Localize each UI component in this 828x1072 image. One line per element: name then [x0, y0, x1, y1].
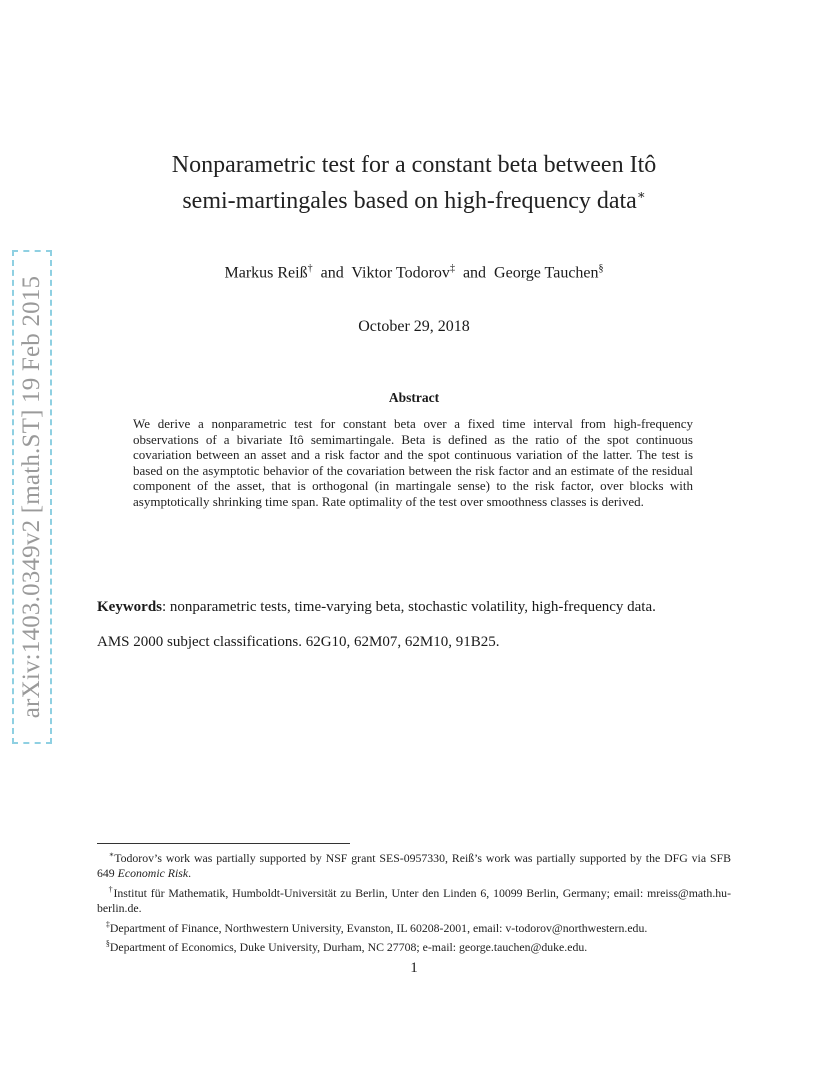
- paper-title: [0, 150, 828, 216]
- title-footnote-mark: ∗: [636, 187, 646, 202]
- footnote-tail: .: [188, 866, 192, 881]
- abstract-heading: Abstract: [388, 390, 440, 405]
- footnote-item: [97, 882, 731, 917]
- author-name: Viktor Todorov: [351, 264, 450, 282]
- footnote-text: Department of Economics, Duke University, Durham, NC 27708; e-mail: george.tauchen@duke.edu.: [109, 940, 588, 955]
- keywords-text: : nonparametric tests, time-varying beta, stochastic volatility, high-frequency data.: [162, 599, 656, 615]
- footnote-mark: †: [108, 884, 114, 894]
- footnote-mark: ∗: [108, 850, 115, 859]
- footnote-text: Todorov’s work was partially supported by NSF grant SES-0957330, Reiß’s work was partially supported by the DFG via SFB 649: [97, 850, 731, 881]
- abstract-text: We derive a nonparametric test for constant beta over a fixed time interval from high-frequency observations of a bivariate Itô semimartingale. Beta is defined as the ratio of the spot continuous covariation between an asset and a risk factor and the spot continuous variation of the latter. The test is based on the asymptotic behavior of the covariation between the risk factor and an estimate of the residual component of the asset, that is orthogonal (in martingale sense) to the risk factor, over blocks with asymptotically shrinking time span. Rate optimality of the test over smoothness classes is derived.: [133, 416, 693, 509]
- author-separator: and: [320, 264, 344, 282]
- ams-classification: AMS 2000 subject classifications. 62G10, 62M07, 62M10, 91B25.: [97, 634, 500, 650]
- footnote-divider: [97, 843, 350, 844]
- footnotes: [97, 847, 731, 956]
- title-line-1: Nonparametric test for a constant beta between Itô: [171, 152, 657, 178]
- footnote-italic-text: Economic Risk: [117, 866, 189, 881]
- author-name: George Tauchen: [494, 264, 599, 282]
- footnote-text: Department of Finance, Northwestern University, Evanston, IL 60208-2001, email: v-todorov@northwestern.edu.: [109, 920, 648, 935]
- footnote-mark: §: [105, 939, 110, 949]
- footnote-mark: ‡: [105, 919, 110, 929]
- author-footnote-mark: ‡: [449, 263, 455, 274]
- title-line-2-text: semi-martingales based on high-frequency data: [182, 188, 637, 214]
- author-name: Markus Reiß: [224, 264, 308, 282]
- footnote-item: [97, 847, 731, 882]
- title-line-2: [0, 180, 828, 216]
- page-number: 1: [410, 960, 418, 976]
- footnote-text: Institut für Mathematik, Humboldt-Universität zu Berlin, Unter den Linden 6, 10099 Berlin, Germany; email: mreiss@math.hu-berlin.de.: [97, 885, 732, 916]
- paper-date: October 29, 2018: [358, 318, 470, 335]
- keywords-label: Keywords: [97, 599, 162, 615]
- footnote-item: [97, 917, 731, 936]
- footnote-item: [97, 936, 731, 955]
- author-list: [0, 263, 828, 282]
- keywords-line: [97, 599, 737, 616]
- author-separator: and: [462, 264, 487, 282]
- author-footnote-mark: §: [598, 263, 604, 274]
- author-footnote-mark: †: [307, 263, 313, 274]
- arxiv-stamp-text: arXiv:1403.0349v2 [math.ST] 19 Feb 2015: [18, 275, 45, 719]
